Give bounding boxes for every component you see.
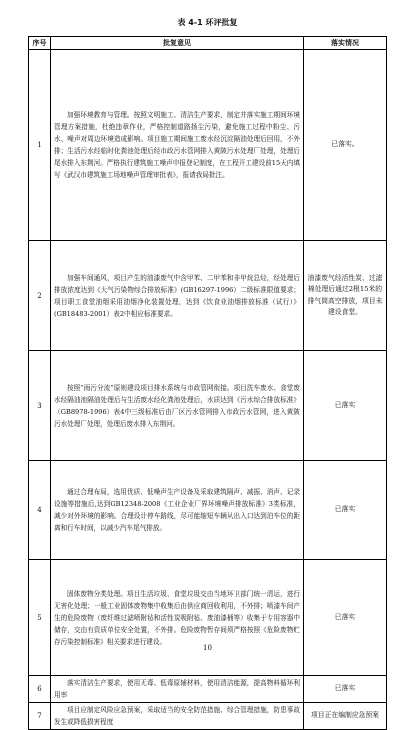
row-number: 6 xyxy=(29,676,51,703)
table-row xyxy=(29,461,387,560)
row-status: 油漆废气经活性炭、过滤棉处理后通过2根15米的排气筒高空排放，项目未建设食堂。 xyxy=(304,241,387,351)
table-row xyxy=(29,703,387,730)
opinion-text: 按照“雨污分流”原则建设项目排水系统与市政管网衔接。项目洗车废水、食堂废水经隔油池隔油处理后与生活废水经化粪池处理后，水质达到《污水综合排放标准》（GB8978-1996）表4中三级标准后由厂区污水管网排入市政污水管网，进入黄陂污水处理厂处理，处理后废水排入东荆河。 xyxy=(54,383,300,428)
row-status: 已落实 xyxy=(304,560,387,676)
row-opinion xyxy=(51,703,304,730)
header-opinion: 批复意见 xyxy=(51,37,304,50)
row-status: 已落实 xyxy=(304,461,387,560)
table-row xyxy=(29,241,387,351)
row-number: 5 xyxy=(29,560,51,676)
row-number: 1 xyxy=(29,50,51,241)
header-no: 序号 xyxy=(29,37,51,50)
page-number: 10 xyxy=(203,644,212,652)
table-row xyxy=(29,560,387,676)
row-number: 2 xyxy=(29,241,51,351)
row-number: 7 xyxy=(29,703,51,730)
row-number: 3 xyxy=(29,351,51,461)
opinion-text: 通过合理布局，选用优质、低噪声生产设备及采取建筑隔声、减振、消声、记录设施等措施后,达到GB12348-2008《工业企业厂界环境噪声排放标准》3类标准，减少对外环境的影响。合理设计停车路线，尽可能缩短车辆从出入口达到泊车位的距离和行车时间，以减少汽车尾气排放。 xyxy=(54,488,300,532)
table-row xyxy=(29,351,387,461)
row-opinion xyxy=(51,461,304,560)
row-status: 已落实 xyxy=(304,676,387,703)
row-opinion xyxy=(51,351,304,461)
row-status: 项目正在编制应急预案 xyxy=(304,703,387,730)
header-status: 落实情况 xyxy=(304,37,387,50)
opinion-text: 落实清洁生产要求，使用无毒、低毒原辅材料，使用清洁能源，提高物料循环利用率 xyxy=(54,679,300,699)
opinion-text: 固体废物分类处理。项目生活垃圾、食堂垃圾交由当地环卫部门统一清运，进行无害化处理；一般工业固体废物集中收集后由供应商回收利用，不外排；喷漆车间产生的危险废物（废纤维过滤喷附毡和活性炭吸附毡、废油漆桶等）收集于专用容器中储存，交由有资质单位安全处置，不外排。危险废物暂存间须严格按照《危险废物贮存污染控制标准》相关要求进行建设。 xyxy=(54,589,300,646)
approval-table xyxy=(28,36,387,730)
table-caption: 表 4-1 环评批复 xyxy=(177,18,238,27)
opinion-text: 加强车间通风，项目产生的油漆废气中含甲苯、二甲苯和非甲烷总烃，经处理后排放浓度达到《大气污染物综合排放标准》(GB16297-1996）二级标准限值要求；项目职工食堂油烟采用油烟净化装置处理，达到《饮食业油烟排放标准（试行）》(GB18483-2001）表2中相应标准要求。 xyxy=(54,273,300,318)
table-row xyxy=(29,676,387,703)
row-opinion xyxy=(51,676,304,703)
table-header-row xyxy=(29,37,387,50)
row-status: 已落实 xyxy=(304,351,387,461)
table-row xyxy=(29,50,387,241)
row-opinion xyxy=(51,560,304,676)
opinion-text: 加强环境教育与管理。按照文明施工、清洁生产要求，制定并落实施工期间环境管理方案措施，杜绝违章作业，严格控制道路扬尘污染，避免施工过程中粉尘、污水、噪声对周边环境造成影响。项目施工期间施工废水经沉淀隔油处理后回用，不外排；生活污水经临时化粪池处理后经市政污水管网排入黄陂污水处理厂处理，处理后尾水排入东荆河。严格执行建筑施工噪声申报登记制度，在工程开工建设前15天内填写《武汉市建筑施工场地噪声管理审批表》，报请我局批注。 xyxy=(54,111,300,179)
opinion-text: 项目应制定风险应急预案，采取适当的安全防范措施、综合管理措施，防患事故发生或降低损害程度 xyxy=(54,706,300,726)
row-opinion xyxy=(51,50,304,241)
row-status: 已落实。 xyxy=(304,50,387,241)
row-opinion xyxy=(51,241,304,351)
row-number: 4 xyxy=(29,461,51,560)
